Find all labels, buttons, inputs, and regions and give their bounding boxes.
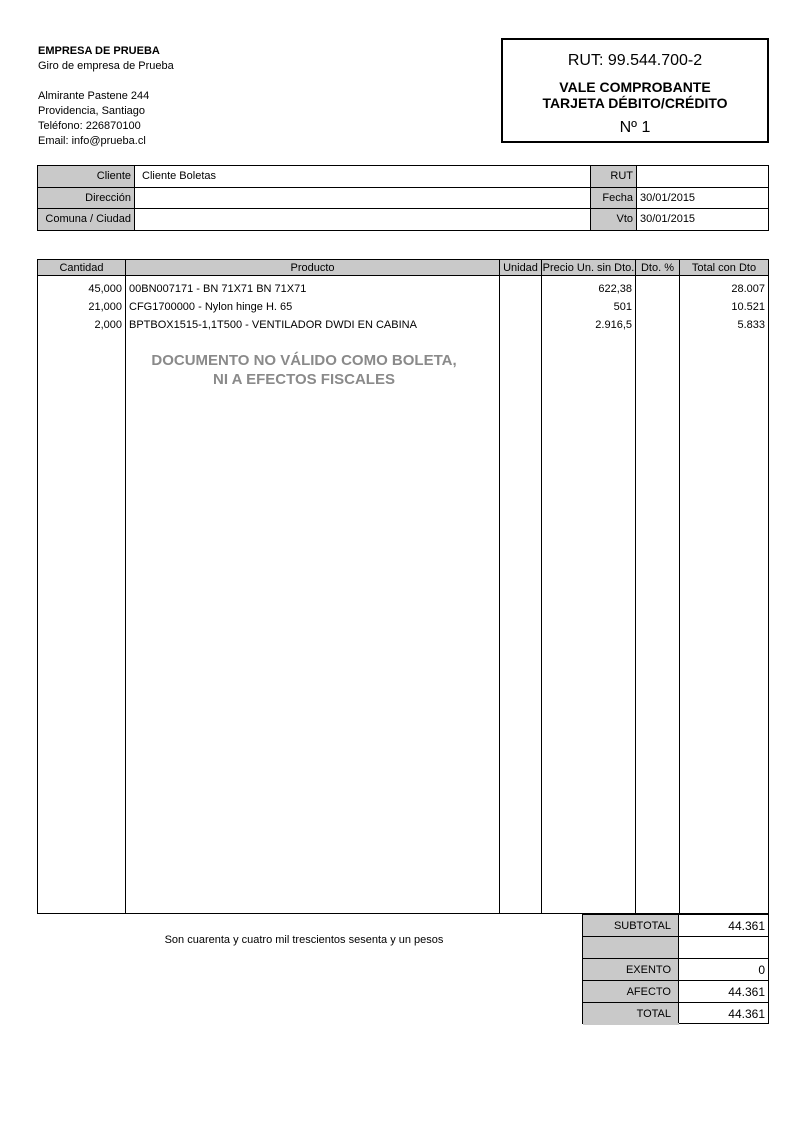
row-precio: 2.916,5 [595,319,632,331]
notice-line2: NI A EFECTOS FISCALES [213,371,395,388]
document-title-line2: TARJETA DÉBITO/CRÉDITO [542,95,728,111]
amount-in-words: Son cuarenta y cuatro mil trescientos sesenta y un pesos [164,934,444,946]
row-total: 10.521 [731,301,765,313]
row-precio: 622,38 [598,283,632,295]
rut-value [637,166,768,187]
row-cantidad: 45,000 [88,283,122,295]
company-name: EMPRESA DE PRUEBA [38,45,160,57]
row-dto [636,298,679,316]
company-phone: Teléfono: 226870100 [38,120,141,132]
vto-value: 30/01/2015 [640,213,696,225]
row-precio: 501 [613,301,632,313]
row-unidad [500,298,541,316]
invalid-document-notice [125,351,483,389]
fecha-label: Fecha [591,188,636,209]
rut-label: RUT [591,166,636,187]
row-total: 5.833 [737,319,765,331]
row-unidad [500,280,541,298]
client-info-grid [37,165,769,231]
row-producto: BPTBOX1515-1,1T500 - VENTILADOR DWDI EN CABINA [129,319,417,331]
row-producto: 00BN007171 - BN 71X71 BN 71X71 [129,283,307,295]
company-giro: Giro de empresa de Prueba [38,60,174,72]
fecha-value: 30/01/2015 [640,192,696,204]
cliente-value: Cliente Boletas [142,170,216,182]
exento-label: EXENTO [583,959,679,981]
company-info [38,44,174,149]
total-value: 44.361 [728,1007,765,1021]
items-header [38,260,768,276]
row-total: 28.007 [731,283,765,295]
blank-row [583,937,768,959]
afecto-value: 44.361 [728,985,765,999]
header-cantidad: Cantidad [59,262,104,274]
row-cantidad: 21,000 [88,301,122,313]
document-title [503,79,767,111]
header-producto: Producto [290,262,335,274]
vto-label: Vto [591,209,636,230]
comuna-label: Comuna / Ciudad [38,209,134,230]
subtotal-label: SUBTOTAL [583,915,679,937]
document-header-box [501,38,769,143]
subtotal-value: 44.361 [728,919,765,933]
header-precio: Precio Un. sin Dto. [542,262,635,274]
header-dto: Dto. % [640,262,674,274]
cliente-label: Cliente [38,166,134,187]
row-cantidad: 2,000 [94,319,122,331]
total-label: TOTAL [583,1003,679,1025]
afecto-row [583,981,768,1003]
company-city: Providencia, Santiago [38,105,146,117]
total-row [583,1003,768,1025]
afecto-label: AFECTO [583,981,679,1003]
company-address: Almirante Pastene 244 [38,90,150,102]
document-rut: RUT: 99.544.700-2 [567,52,703,69]
totals-table [582,914,769,1024]
exento-row [583,959,768,981]
document-title-line1: VALE COMPROBANTE [559,79,711,95]
header-unidad: Unidad [503,262,538,274]
blank-value [679,937,768,959]
direccion-value [135,188,590,209]
company-email: Email: info@prueba.cl [38,135,146,147]
subtotal-row [583,915,768,937]
comuna-value [135,209,590,230]
table-row [38,298,768,316]
row-dto [636,316,679,334]
table-row [38,316,768,334]
table-row [38,280,768,298]
row-unidad [500,316,541,334]
direccion-label: Dirección [38,188,134,209]
row-dto [636,280,679,298]
document-number: Nº 1 [619,119,651,136]
header-total: Total con Dto [691,262,757,274]
row-producto: CFG1700000 - Nylon hinge H. 65 [129,301,293,313]
blank-label [583,937,679,959]
notice-line1: DOCUMENTO NO VÁLIDO COMO BOLETA, [151,352,457,369]
exento-value: 0 [758,963,765,977]
